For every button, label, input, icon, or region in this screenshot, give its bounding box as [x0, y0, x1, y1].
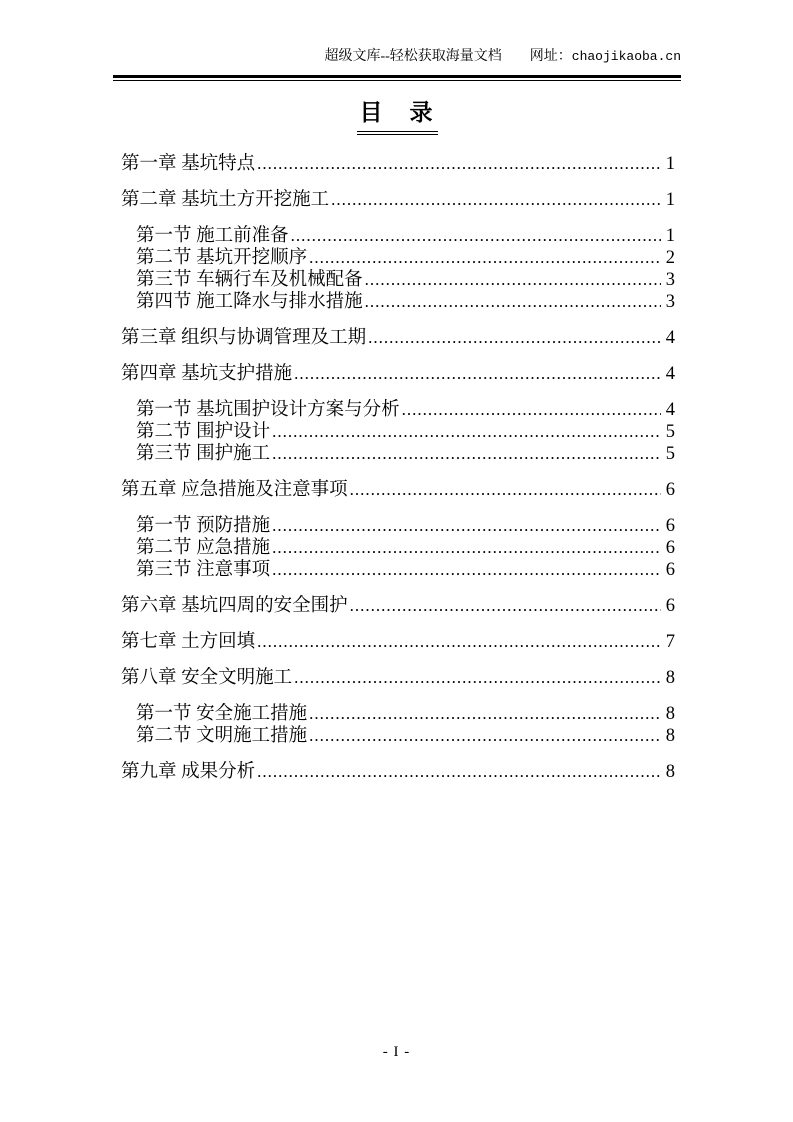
toc-entry[interactable]	[113, 225, 681, 247]
toc-page-number: 6	[665, 596, 675, 616]
toc-entry-label: 第八章 安全文明施工	[121, 668, 293, 688]
toc-page-number: 4	[665, 328, 675, 348]
toc-entry[interactable]	[113, 399, 681, 421]
page-header	[113, 46, 681, 81]
toc-title: 目 录	[357, 98, 438, 135]
toc-entry[interactable]	[113, 153, 681, 175]
toc-leader-dots	[309, 703, 661, 725]
toc-entry[interactable]	[113, 761, 681, 783]
toc-leader-dots	[309, 247, 661, 269]
toc-leader-dots	[350, 595, 661, 617]
toc-entry[interactable]	[113, 421, 681, 443]
toc-leader-dots	[272, 559, 661, 581]
toc-page-number: 8	[665, 726, 675, 746]
toc-entry[interactable]	[113, 327, 681, 349]
toc-entry[interactable]	[113, 725, 681, 747]
toc-leader-dots	[257, 153, 661, 175]
toc-entry-label: 第九章 成果分析	[121, 762, 256, 782]
toc-page-number: 6	[665, 480, 675, 500]
toc-leader-dots	[294, 363, 661, 385]
toc-entry[interactable]	[113, 537, 681, 559]
toc-page-number: 8	[665, 668, 675, 688]
toc-entry[interactable]	[113, 667, 681, 689]
toc-entry-label: 第二节 应急措施	[136, 538, 271, 558]
toc-entry[interactable]	[113, 595, 681, 617]
toc-entry[interactable]	[113, 703, 681, 725]
toc-page-number: 1	[665, 226, 675, 246]
toc-entry-label: 第一节 安全施工措施	[136, 704, 308, 724]
toc-page-number: 4	[665, 364, 675, 384]
toc-entry-label: 第一节 基坑围护设计方案与分析	[136, 400, 400, 420]
toc-entry[interactable]	[113, 189, 681, 211]
toc-entry[interactable]	[113, 291, 681, 313]
toc-leader-dots	[402, 399, 661, 421]
toc-page-number: 8	[665, 704, 675, 724]
toc-page-number: 6	[665, 538, 675, 558]
toc-entry-label: 第三节 围护施工	[136, 444, 271, 464]
toc-page-number: 4	[665, 400, 675, 420]
toc-page-number: 2	[665, 248, 675, 268]
toc-leader-dots	[368, 327, 661, 349]
toc-page-number: 3	[665, 270, 675, 290]
toc-leader-dots	[272, 537, 661, 559]
header-text	[113, 46, 681, 68]
title-wrap	[113, 98, 681, 135]
toc-page-number: 1	[665, 190, 675, 210]
toc-leader-dots	[257, 631, 661, 653]
toc-entry[interactable]	[113, 269, 681, 291]
toc-entry-label: 第六章 基坑四周的安全围护	[121, 596, 348, 616]
toc-page-number: 6	[665, 516, 675, 536]
toc-entry-label: 第三章 组织与协调管理及工期	[121, 328, 367, 348]
toc-entry[interactable]	[113, 479, 681, 501]
toc-page-number: 5	[665, 422, 675, 442]
toc-entry[interactable]	[113, 559, 681, 581]
toc-leader-dots	[257, 761, 661, 783]
toc-leader-dots	[365, 291, 661, 313]
toc-page-number: 7	[665, 632, 675, 652]
toc-entry-label: 第五章 应急措施及注意事项	[121, 480, 348, 500]
toc-leader-dots	[331, 189, 661, 211]
toc-leader-dots	[272, 443, 661, 465]
toc-entry-label: 第三节 车辆行车及机械配备	[136, 270, 363, 290]
toc-entry-label: 第一节 施工前准备	[136, 226, 289, 246]
toc-leader-dots	[365, 269, 661, 291]
header-site-label: 网址：	[529, 49, 572, 64]
page-footer	[0, 1044, 793, 1061]
toc-leader-dots	[272, 515, 661, 537]
toc-entry[interactable]	[113, 631, 681, 653]
toc-entry-label: 第二节 围护设计	[136, 422, 271, 442]
toc-leader-dots	[309, 725, 661, 747]
toc-page-number: 3	[665, 292, 675, 312]
toc-leader-dots	[272, 421, 661, 443]
toc-entry[interactable]	[113, 443, 681, 465]
toc-entry-label: 第七章 土方回填	[121, 632, 256, 652]
footer-page-number: - I -	[382, 1044, 411, 1060]
toc-page-number: 1	[665, 154, 675, 174]
toc-leader-dots	[350, 479, 661, 501]
toc-entry-label: 第二章 基坑土方开挖施工	[121, 190, 330, 210]
toc-entry-label: 第二节 基坑开挖顺序	[136, 248, 308, 268]
toc-entry[interactable]	[113, 515, 681, 537]
toc-page-number: 6	[665, 560, 675, 580]
toc-leader-dots	[294, 667, 661, 689]
header-rule	[113, 75, 681, 81]
toc-entry[interactable]	[113, 363, 681, 385]
toc-entry-label: 第三节 注意事项	[136, 560, 271, 580]
header-site	[530, 49, 681, 64]
toc-page-number: 8	[665, 762, 675, 782]
toc-page-number: 5	[665, 444, 675, 464]
toc-leader-dots	[291, 225, 661, 247]
toc-entry-label: 第一章 基坑特点	[121, 154, 256, 174]
header-site-url[interactable]: chaojikaoba.cn	[571, 49, 681, 64]
toc-entry-label: 第二节 文明施工措施	[136, 726, 308, 746]
toc-entry-label: 第四节 施工降水与排水措施	[136, 292, 363, 312]
toc-entry[interactable]	[113, 247, 681, 269]
toc-entry-label: 第四章 基坑支护措施	[121, 364, 293, 384]
toc-list	[113, 138, 681, 783]
header-brand: 超级文库--轻松获取海量文档	[324, 49, 502, 64]
toc-entry-label: 第一节 预防措施	[136, 516, 271, 536]
